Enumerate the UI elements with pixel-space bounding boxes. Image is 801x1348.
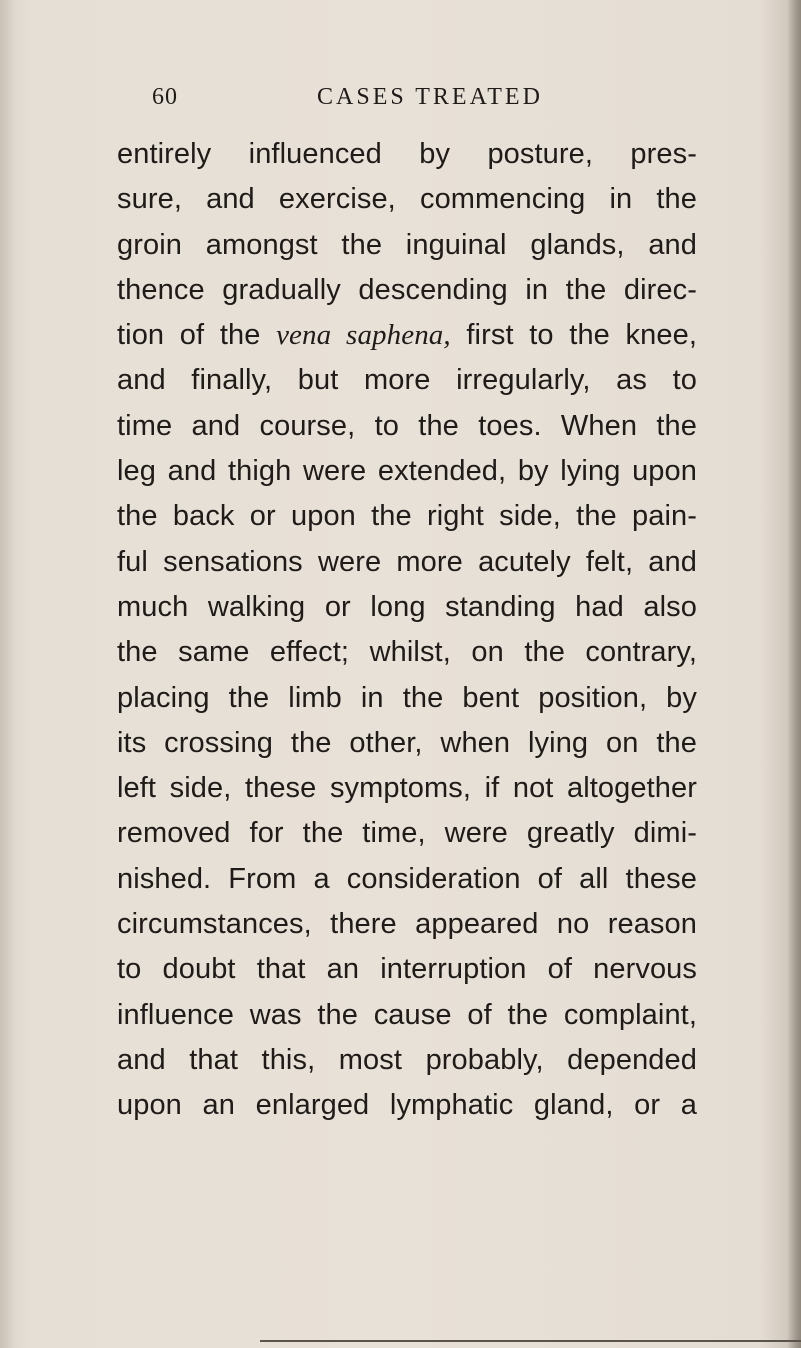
page-bottom-rule: [260, 1340, 801, 1342]
page-right-shadow: [787, 0, 801, 1348]
text-line: placing the limb in the bent position, by: [117, 681, 697, 714]
text-line: sure, and exercise, commencing in the: [117, 183, 697, 216]
text-line: left side, these symptoms, if not altogether: [117, 772, 697, 805]
text-line: and finally, but more irregularly, as to: [117, 364, 697, 397]
text-line: removed for the time, were greatly dimi-: [117, 817, 697, 850]
page-number: 60: [152, 84, 178, 110]
text-line: the same effect; whilst, on the contrary,: [117, 636, 697, 669]
text-line: influence was the cause of the complaint,: [117, 998, 697, 1031]
text-line: nished. From a consideration of all these: [117, 862, 697, 895]
text-line: ful sensations were more acutely felt, and: [117, 545, 697, 578]
body-text: [117, 132, 697, 1129]
text-line: its crossing the other, when lying on the: [117, 726, 697, 759]
text-segment: tion of the: [117, 319, 277, 352]
text-line: groin amongst the inguinal glands, and: [117, 228, 697, 261]
running-title: CASES TREATED: [317, 84, 543, 110]
running-head: [0, 84, 801, 118]
italic-term: vena saphena,: [276, 319, 451, 352]
text-line: leg and thigh were extended, by lying upon: [117, 455, 697, 488]
text-line: to doubt that an interruption of nervous: [117, 953, 697, 986]
text-line: much walking or long standing had also: [117, 590, 697, 623]
text-line: the back or upon the right side, the pain-: [117, 500, 697, 533]
text-line: entirely influenced by posture, pres-: [117, 138, 697, 170]
text-line: thence gradually descending in the direc-: [117, 273, 697, 306]
text-line: circumstances, there appeared no reason: [117, 908, 697, 941]
text-line: and that this, most probably, depended: [117, 1043, 697, 1076]
page-left-shadow: [0, 0, 14, 1348]
text-segment: first to the knee,: [450, 319, 697, 352]
text-line: time and course, to the toes. When the: [117, 409, 697, 442]
text-line: [117, 313, 697, 358]
text-line: upon an enlarged lymphatic gland, or a: [117, 1089, 697, 1122]
